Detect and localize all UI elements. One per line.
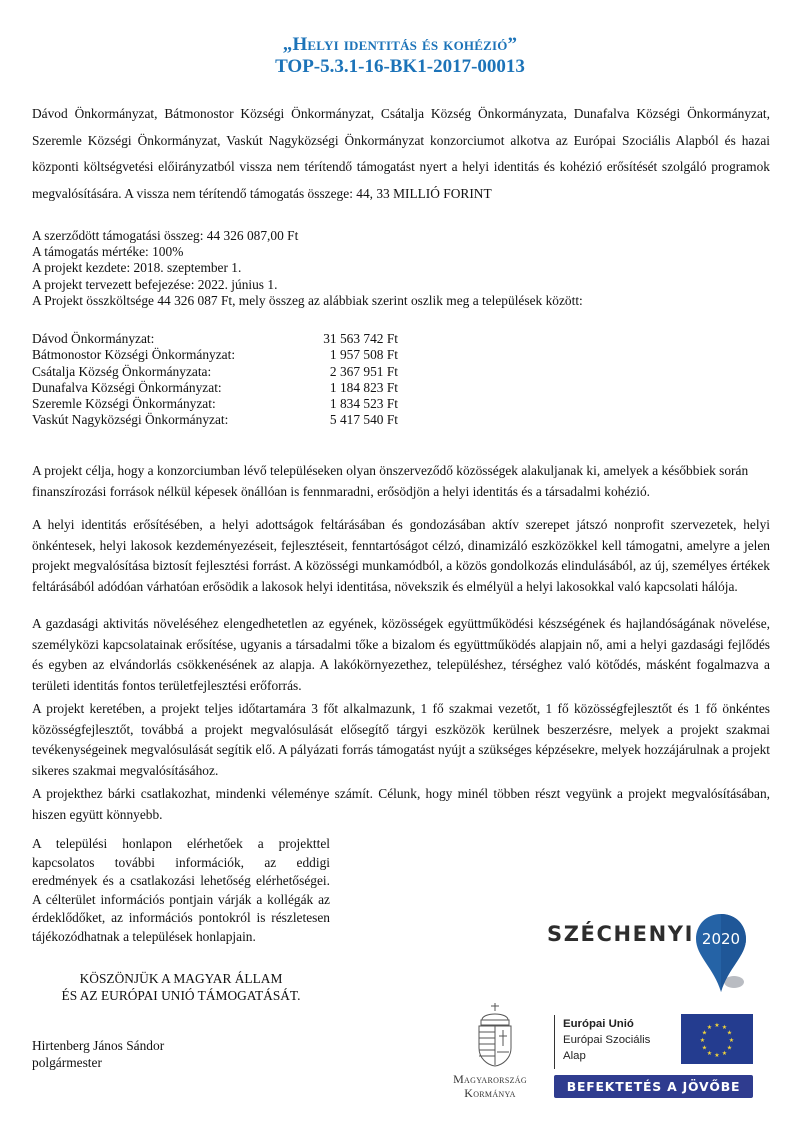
allocation-name: Csátalja Község Önkormányzata: — [32, 363, 212, 379]
allocation-row — [32, 380, 398, 396]
intro-paragraph: Dávod Önkormányzat, Bátmonostor Községi Önkormányzat, Csátalja Község Önkormányzata, Dunafalva Községi Önkormányzat, Szeremle Községi Önkormányzat, Vaskút Nagyközségi Önkormányzat konzorciumot alkotva az Európai Szociális Alapból és hazai központi költségvetési előirányzatból vissza nem térítendő támogatást nyert a helyi identitás és kohézió erősítését szolgáló programok megvalósítására. A vissza nem térítendő támogatás összege: 44, 33 MILLIÓ FORINT — [32, 106, 770, 201]
svg-text:★: ★ — [714, 1052, 720, 1059]
allocation-row — [32, 347, 398, 363]
svg-text:★: ★ — [701, 1029, 708, 1037]
allocation-amount: 1 184 823 Ft — [329, 379, 398, 395]
info-paragraph: A települési honlapon elérhetőek a projekttel kapcsolatos további információk, az eddigi eredmények és a csatlakozási lehetőség elérhetőségei. A célterület információs pontjain várják a kollégák az érdeklődőket, az információs pontokról is részletesen tájékozódhatnak a települések honlapjain. — [32, 836, 330, 944]
document-title: „Helyi identitás és kohézió” — [282, 34, 518, 55]
eu-fund-text — [563, 1016, 650, 1064]
join-paragraph: A projekthez bárki csatlakozhat, mindenki véleménye számít. Célunk, hogy minél többen részt vegyünk a projekt megvalósításában, hiszen együtt könnyebb. — [32, 786, 770, 822]
svg-text:★: ★ — [699, 1037, 706, 1044]
thanks-block — [32, 970, 330, 1004]
identity-paragraph: A helyi identitás erősítésében, a helyi adottságok feltárásában és gondozásában aktív szerepet játszó nonprofit szervezetek, helyi önkéntesek, helyi lakosok kezdeményezéseit, fejlesztéseit, fenntartóságot célzó, dinamizáló eszközökkel kell támogatni, amelyre a jelen projekt megvalósítása biztosít fejlesztési forrást. A közösségi munkamódból, a közös gondolkozás elindulásából, az új, személyes értékek feltárásából adódóan várhatóan erősödik a lakosok helyi identitása, növekszik és elmélyül a helyi lakosokkal való kapcsolati hálója. — [32, 517, 770, 594]
gov-line-1: Magyarország — [453, 1072, 527, 1086]
fact-total-cost: A Projekt összköltsége 44 326 087 Ft, mely összeg az alábbiak szerint oszlik meg a települések között: — [32, 292, 583, 308]
document-header — [0, 34, 800, 78]
allocation-name: Bátmonostor Községi Önkormányzat: — [32, 347, 236, 363]
allocation-row — [32, 396, 398, 412]
svg-text:★: ★ — [726, 1029, 733, 1037]
allocation-table — [32, 331, 398, 429]
szechenyi-year: 2020 — [701, 930, 741, 948]
svg-text:★: ★ — [721, 1024, 728, 1031]
svg-text:★: ★ — [721, 1050, 728, 1057]
fact-contract-amount: A szerződött támogatási összeg: 44 326 087,00 Ft — [32, 228, 299, 243]
allocation-name: Dávod Önkormányzat: — [32, 331, 155, 346]
signature — [32, 1037, 164, 1071]
allocation-row — [32, 331, 398, 347]
fact-support-rate: A támogatás mértéke: 100% — [32, 244, 184, 260]
allocation-row — [32, 364, 398, 380]
svg-text:★: ★ — [714, 1022, 720, 1029]
logo-divider — [554, 1015, 555, 1069]
economy-paragraph: A gazdasági aktivitás növeléséhez elengedhetetlen az egyének, közösségek együttműködési készségének és hajlandóságának növelése, személyközi kapcsolatainak erősítése, ugyanis a társadalmi tőke a bizalom és együttműködés alapjain nő, ami a helyi gazdasági fejlődés és egyben az elvándorlás csökkenésének az alapja. A lakókörnyezethez, településhez, térséghez való kötődés, másként fogalmazva a területi identitás fontos területfejlesztési erőforrás. — [32, 616, 770, 693]
eu-fund-line-2: Alap — [563, 1050, 586, 1062]
government-logo-text — [435, 1072, 545, 1100]
project-code: TOP-5.3.1-16-BK1-2017-00013 — [275, 56, 525, 77]
goal-paragraph: A projekt célja, hogy a konzorciumban lévő településeken olyan önszerveződő közösségek alakuljanak ki, amelyek a későbbiek során finanszírozási források nélkül képesek önállóan is fennmaradni, erősödjön a helyi identitás és a társadalmi kohézió. — [32, 463, 749, 499]
coat-of-arms-icon — [473, 1002, 517, 1068]
invest-in-future-banner: BEFEKTETÉS A JÖVŐBE — [554, 1075, 753, 1098]
szechenyi-logo-text: SZÉCHENYI — [547, 922, 695, 946]
svg-text:★: ★ — [726, 1044, 733, 1052]
szechenyi-2020-pin-icon — [694, 912, 756, 996]
fact-end-date: A projekt tervezett befejezése: 2022. június 1. — [32, 276, 278, 292]
svg-text:★: ★ — [706, 1050, 713, 1057]
signer-name: Hirtenberg János Sándor — [32, 1038, 165, 1053]
eu-flag-icon — [681, 1014, 753, 1064]
eu-title: Európai Unió — [563, 1018, 634, 1030]
allocation-amount: 31 563 742 Ft — [323, 331, 398, 346]
thanks-line-2: ÉS AZ EURÓPAI UNIÓ TÁMOGATÁSÁT. — [61, 988, 301, 1003]
allocation-amount: 1 834 523 Ft — [329, 396, 398, 412]
allocation-name: Szeremle Községi Önkormányzat: — [32, 396, 216, 412]
svg-text:★: ★ — [728, 1037, 735, 1044]
thanks-line-1: KÖSZÖNJÜK A MAGYAR ÁLLAM — [79, 971, 283, 986]
allocation-name: Dunafalva Községi Önkormányzat: — [32, 379, 222, 395]
svg-text:★: ★ — [701, 1044, 708, 1052]
signer-role: polgármester — [32, 1055, 102, 1070]
allocation-name: Vaskút Nagyközségi Önkormányzat: — [32, 412, 229, 428]
allocation-amount: 2 367 951 Ft — [329, 363, 398, 379]
fact-start-date: A projekt kezdete: 2018. szeptember 1. — [32, 260, 242, 276]
eu-fund-line-1: Európai Szociális — [563, 1034, 651, 1046]
project-facts — [32, 228, 583, 309]
svg-text:★: ★ — [706, 1024, 713, 1031]
gov-line-2: Kormánya — [464, 1086, 516, 1100]
allocation-amount: 1 957 508 Ft — [329, 347, 398, 363]
allocation-row — [32, 412, 398, 428]
allocation-amount: 5 417 540 Ft — [329, 412, 398, 428]
staff-paragraph: A projekt keretében, a projekt teljes időtartamára 3 főt alkalmazunk, 1 fő szakmai vezetőt, 1 fő közösségfejlesztőt és 1 fő önkéntes közösségfejlesztőt, továbbá a projekt megvalósulását elősegítő tárgyi eszközök kerülnek beszerzésre, melyek a projekt szakmai tevékenységeinek megvalósulását segítik elő. A pályázati forrás támogatást nyújt a szükséges képzésekre, melyek hozzájárulnak a projekt sikeres szakmai megvalósításához. — [32, 701, 770, 778]
